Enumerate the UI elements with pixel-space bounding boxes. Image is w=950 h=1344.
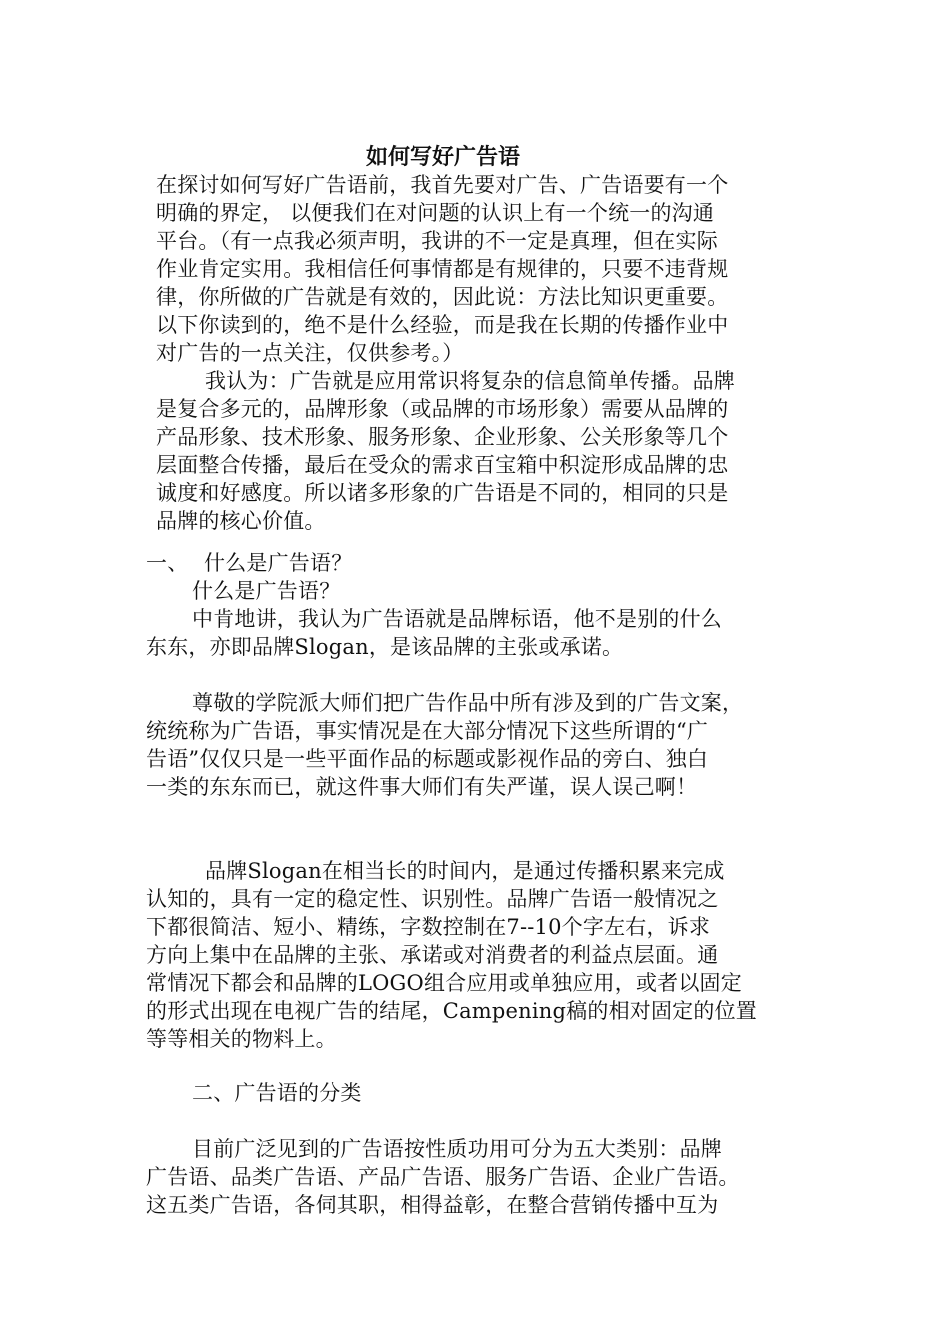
section1-heading: 什么是广告语？	[204, 551, 353, 575]
slogan-line: 常情况下都会和品牌的LOGO组合应用或单独应用，或者以固定	[146, 971, 742, 995]
slogan-line: 等等相关的物料上。	[146, 1027, 337, 1051]
slogan-line: 下都很简洁、短小、精练，字数控制在7--10个字左右，诉求	[146, 915, 711, 939]
intro-line: 平台。（有一点我必须声明，我讲的不一定是真理，但在实际	[156, 229, 718, 253]
view-line: 层面整合传播，最后在受众的需求百宝箱中积淀形成品牌的忠	[156, 453, 729, 477]
intro-line: 明确的界定， 以便我们在对问题的认识上有一个统一的沟通	[156, 201, 715, 225]
section1-subheading: 什么是广告语？	[192, 579, 341, 603]
view-line: 我认为：广告就是应用常识将复杂的信息简单传播。品牌	[205, 369, 735, 393]
section2-heading: 二、广告语的分类	[192, 1081, 362, 1105]
intro-line: 律，你所做的广告就是有效的，因此说：方法比知识更重要。	[156, 285, 729, 309]
definition-line: 东东，亦即品牌Slogan，是该品牌的主张或承诺。	[146, 635, 624, 659]
slogan-line: 方向上集中在品牌的主张、承诺或对消费者的利益点层面。通	[146, 943, 719, 967]
critique-line: 尊敬的学院派大师们把广告作品中所有涉及到的广告文案，	[192, 691, 744, 715]
slogan-line: 的形式出现在电视广告的结尾，Campening稿的相对固定的位置	[146, 999, 757, 1023]
classification-line: 目前广泛见到的广告语按性质功用可分为五大类别：品牌	[192, 1137, 722, 1161]
intro-line: 以下你读到的，绝不是什么经验，而是我在长期的传播作业中	[156, 313, 729, 337]
critique-line: 一类的东东而已，就这件事大师们有失严谨，误人误己啊！	[146, 775, 698, 799]
intro-line: 作业肯定实用。我相信任何事情都是有规律的，只要不违背规	[156, 257, 729, 281]
definition-line: 中肯地讲，我认为广告语就是品牌标语，他不是别的什么	[192, 607, 722, 631]
document-title: 如何写好广告语	[365, 144, 520, 170]
view-line: 品牌的核心价值。	[156, 509, 326, 533]
classification-line: 这五类广告语，各伺其职，相得益彰，在整合营销传播中互为	[146, 1193, 719, 1217]
slogan-line: 认知的，具有一定的稳定性、识别性。品牌广告语一般情况之	[146, 887, 719, 911]
critique-line: 统统称为广告语，事实情况是在大部分情况下这些所谓的“广	[146, 719, 709, 743]
view-line: 是复合多元的，品牌形象（或品牌的市场形象）需要从品牌的	[156, 397, 729, 421]
view-line: 产品形象、技术形象、服务形象、企业形象、公关形象等几个	[156, 425, 729, 449]
view-line: 诚度和好感度。所以诸多形象的广告语是不同的，相同的只是	[156, 481, 729, 505]
slogan-line: 品牌Slogan在相当长的时间内，是通过传播积累来完成	[205, 859, 725, 883]
critique-line: 告语”仅仅只是一些平面作品的标题或影视作品的旁白、独白	[146, 747, 709, 771]
intro-line: 在探讨如何写好广告语前，我首先要对广告、广告语要有一个	[156, 173, 729, 197]
intro-line: 对广告的一点关注，仅供参考。）	[156, 341, 464, 365]
section1-number: 一、	[146, 551, 189, 575]
classification-line: 广告语、品类广告语、产品广告语、服务广告语、企业广告语。	[146, 1165, 740, 1189]
